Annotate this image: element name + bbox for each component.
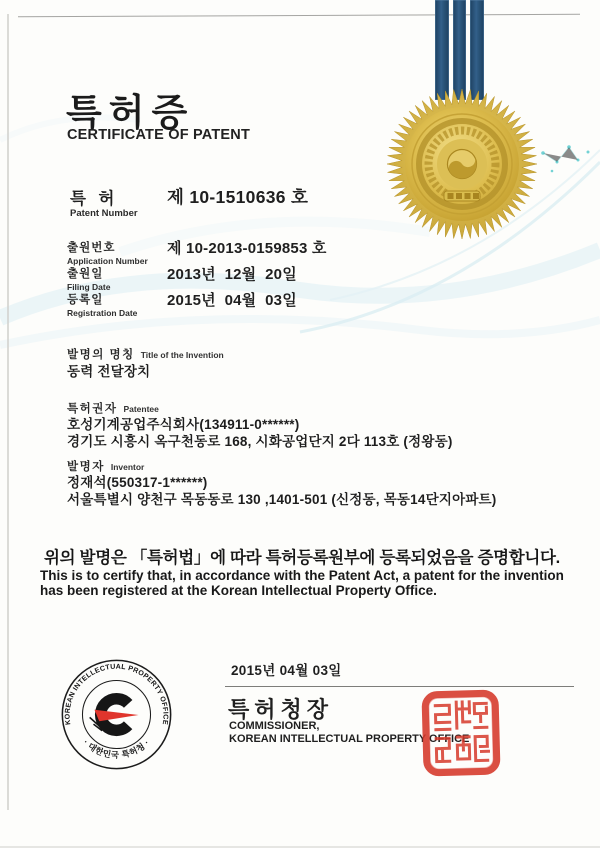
left-scan-edge (7, 14, 9, 810)
filing-date-label-ko: 출원일 (67, 268, 104, 280)
application-number-label-ko: 출원번호 (67, 242, 116, 254)
patent-label-english: Patent Number (70, 208, 138, 219)
registration-date-label-ko: 등록일 (67, 294, 104, 306)
kipo-swirl-logo (90, 699, 139, 731)
patentee-name: 호성기계공업주식회사(134911-0******) (67, 417, 300, 432)
ribbon-stripe (470, 0, 484, 100)
registration-date-value: 2015년 04월 03일 (167, 292, 297, 309)
application-number-value: 제 10-2013-0159853 호 (167, 240, 327, 257)
ribbon-stripe (435, 0, 449, 100)
certificate-title-english: CERTIFICATE OF PATENT (67, 127, 251, 143)
certificate-title-korean: 특허증 (66, 92, 195, 133)
statement-en-line2: has been registered at the Korean Intellectual Property Office. (40, 582, 437, 598)
gold-medal-seal (386, 88, 538, 240)
patent-number-value: 제 10-1510636 호 (167, 187, 309, 207)
certification-statement-korean: 위의 발명은 「특허법」에 따라 특허등록원부에 등록되었음을 증명합니다. (44, 549, 560, 567)
kipo-emblem-seal (59, 657, 174, 772)
ribbon-stripe (453, 0, 467, 100)
registration-date-row (67, 291, 547, 318)
inventor-label-ko: 발명자 (67, 461, 105, 473)
application-number-label-en: Application Number (67, 256, 148, 266)
invention-title-label-en: Title of the Invention (140, 350, 224, 360)
kipo-red-arrow (94, 710, 138, 722)
filing-date-label-en: Filing Date (67, 282, 111, 292)
patentee-label-en: Patentee (123, 404, 159, 414)
filing-date-value: 2013년 12월 20일 (167, 266, 297, 283)
certification-statement-english (40, 569, 564, 599)
top-rule-line (18, 14, 580, 17)
medal-banner (444, 191, 480, 201)
stamp-seal-script (435, 701, 489, 761)
medal-ribbon (435, 0, 484, 100)
filing-date-row (67, 265, 547, 292)
inventor-name: 정재석(550317-1******) (67, 475, 208, 490)
patentee-address: 경기도 시흥시 옥구천동로 168, 시화공업단지 2다 113호 (정왕동) (67, 434, 453, 449)
seal-ring-text-bottom: · 대한민국 특허청 · (81, 737, 152, 760)
issue-date: 2015년 04월 03일 (231, 663, 342, 678)
commissioner-title-english-line1: COMMISSIONER, (229, 720, 320, 732)
inventor-address: 서울특별시 양천구 목동동로 130 ,1401-501 (신정동, 목동14단지아파트) (67, 492, 497, 507)
patentee-label-ko: 특허권자 (67, 403, 118, 415)
commissioner-title-english-line2: KOREAN INTELLECTUAL PROPERTY OFFICE (229, 733, 470, 745)
signature-rule-line (225, 686, 574, 687)
commissioner-red-stamp (420, 688, 502, 778)
inventor-label-en: Inventor (110, 462, 145, 472)
constellation-dots (541, 145, 589, 172)
seal-ring-text-top: KOREAN INTELLECTUAL PROPERTY OFFICE (63, 662, 170, 726)
invention-title-value: 동력 전달장치 (67, 364, 151, 379)
registration-date-label-en: Registration Date (67, 308, 138, 318)
patent-label-korean: 특 허 (70, 190, 119, 208)
commissioner-title-korean: 특허청장 (228, 697, 334, 722)
statement-en-line1: This is to certify that, in accordance with the Patent Act, a patent for the invention (40, 568, 564, 583)
invention-title-label-ko: 발명의 명칭 (67, 349, 135, 361)
